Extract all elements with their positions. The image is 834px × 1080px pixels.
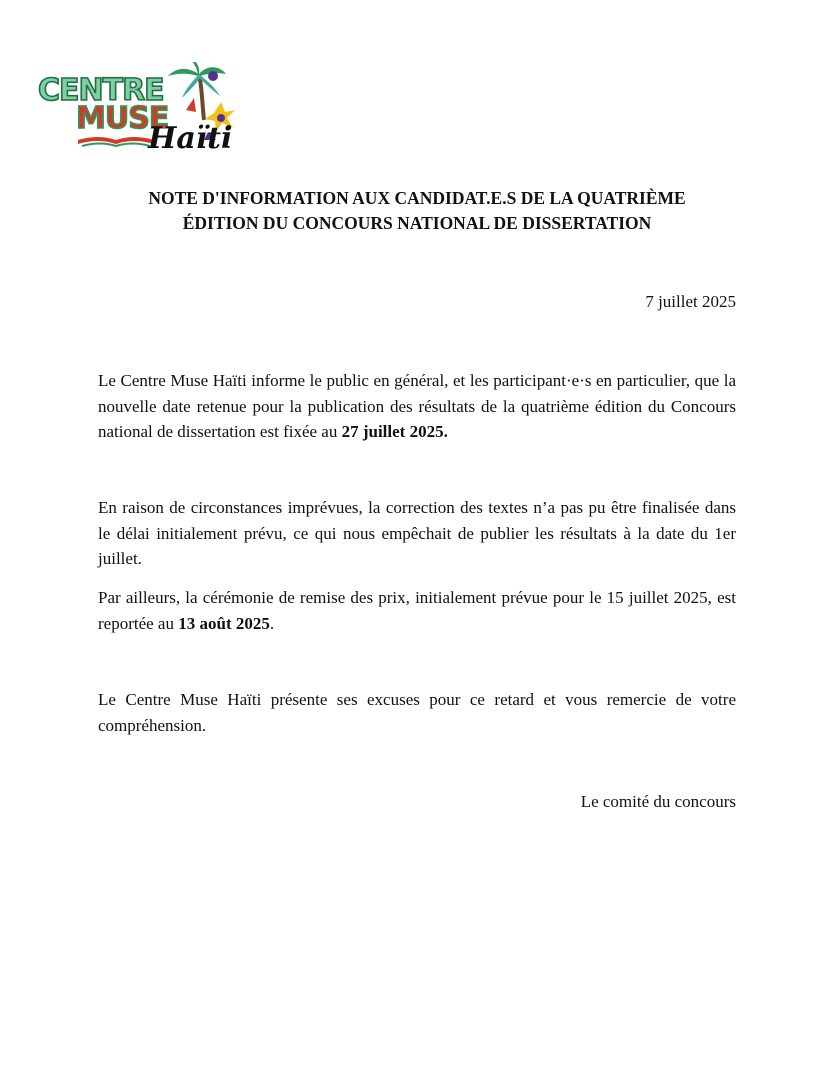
logo-word-muse: MUSE [76,101,169,136]
paragraph-1-text: Le Centre Muse Haïti informe le public en général, et les participant·e·s en particulier, que la nouvelle date retenue pour la publication des résultats de la quatrième édition du Concours national de dissertation est fixée au [98,371,736,441]
title-line-2: ÉDITION DU CONCOURS NATIONAL DE DISSERTATION [182,213,652,233]
title-line-1: NOTE D'INFORMATION AUX CANDIDAT.E.S DE LA QUATRIÈME [148,188,686,208]
logo-word-centre: CENTRE [38,73,164,108]
signature: Le comité du concours [580,792,736,811]
paragraph-3-bold-date: 13 août 2025 [178,613,270,633]
paragraph-3-text: Par ailleurs, la cérémonie de remise des prix, initialement prévue pour le 15 juillet 2025, est reportée au [98,588,736,633]
paragraph-ceremony [98,585,736,636]
document-date: 7 juillet 2025 [645,292,736,311]
document-title [60,186,774,236]
centre-muse-haiti-logo [36,62,236,154]
paragraph-publication-date [98,368,736,445]
paragraph-apology: Le Centre Muse Haïti présente ses excuses pour ce retard et vous remercie de votre compréhension. [98,690,736,735]
logo-word-haiti: Haïti [148,121,233,154]
paragraph-3-end: . [269,613,275,633]
paragraph-1-bold-date: 27 juillet 2025. [341,422,448,441]
paragraph-delay-reason: En raison de circonstances imprévues, la correction des textes n’a pas pu être finalisée dans le délai initialement prévu, ce qui nous empêchait de publier les résultats à la date du 1er juillet. [98,498,736,568]
